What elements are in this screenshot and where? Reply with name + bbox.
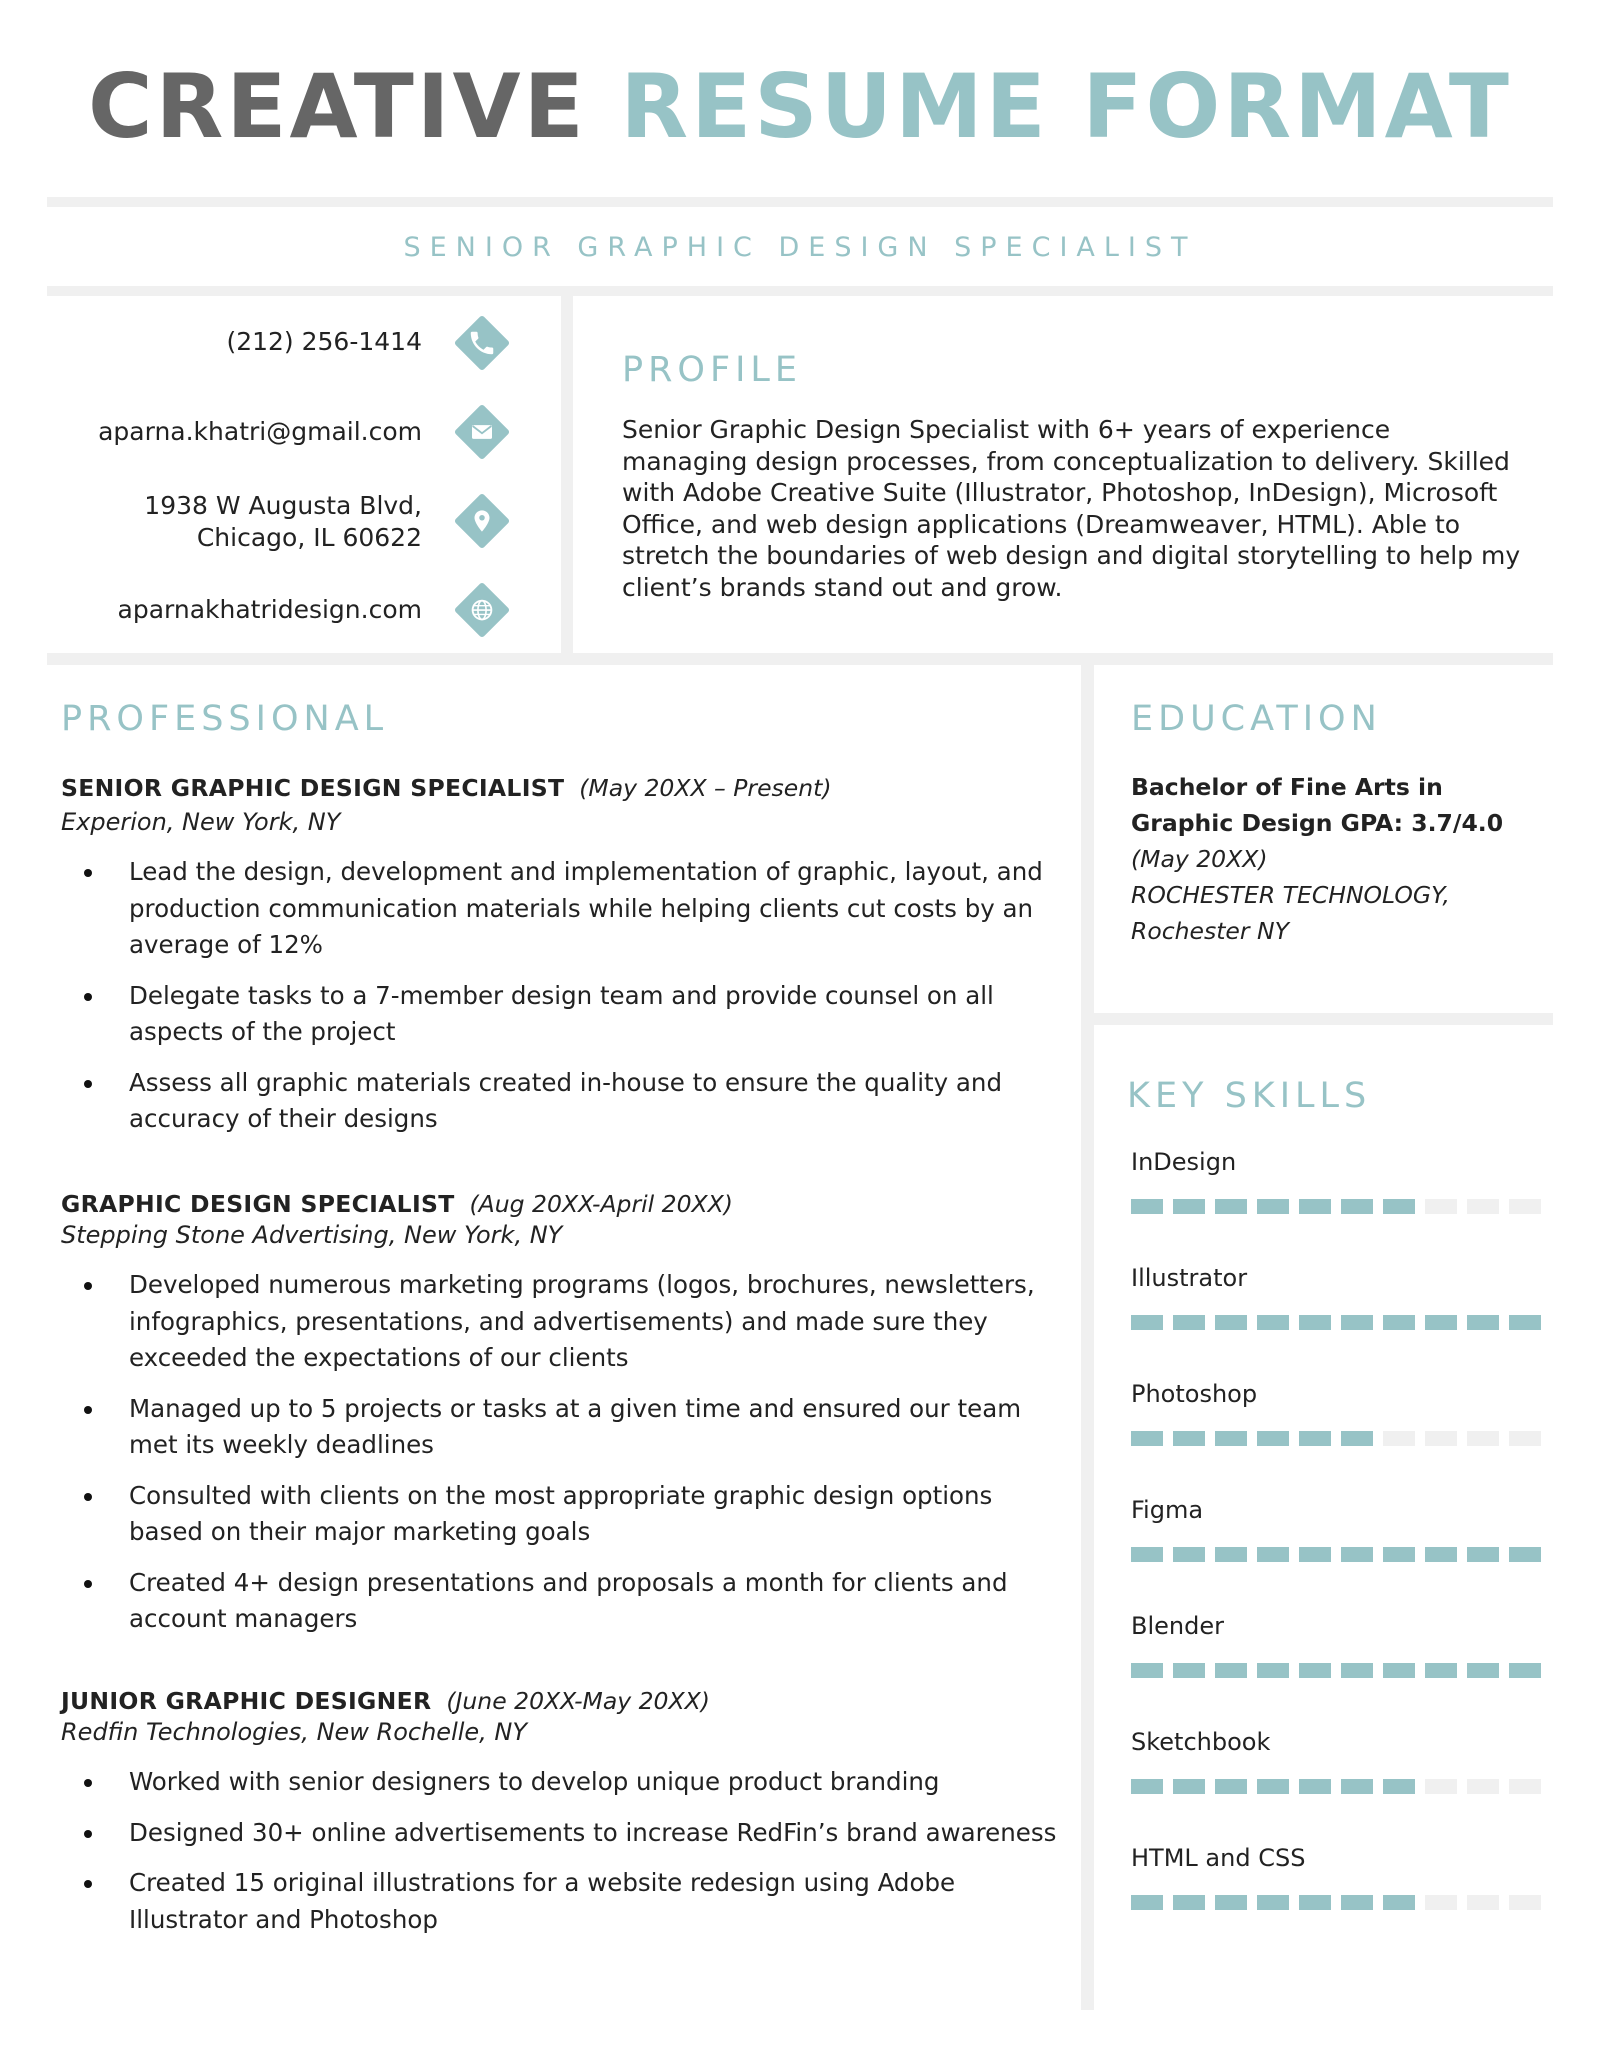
skill-segment-filled (1341, 1547, 1373, 1562)
list-item: Worked with senior designers to develop unique product branding (61, 1764, 1071, 1801)
skill-segment-empty (1509, 1779, 1541, 1794)
skill-segment-empty (1425, 1431, 1457, 1446)
skill-segment-filled (1131, 1895, 1163, 1910)
page-title (0, 52, 1600, 162)
skill-segment-filled (1257, 1431, 1289, 1446)
skill-segment-filled (1383, 1895, 1415, 1910)
title-part-2: RESUME FORMAT (620, 55, 1512, 158)
list-item: Created 15 original illustrations for a website redesign using Adobe Illustrator and Photoshop (61, 1865, 1071, 1938)
job-dates: (Aug 20XX-April 20XX) (469, 1190, 733, 1218)
job-heading (61, 1187, 1071, 1221)
skill-segment-filled (1257, 1315, 1289, 1330)
skill-row (1131, 1725, 1551, 1841)
skill-segment-empty (1509, 1895, 1541, 1910)
skill-segment-empty (1467, 1779, 1499, 1794)
divider-under-subtitle (47, 286, 1553, 296)
profile-summary: Senior Graphic Design Specialist with 6+ years of experience managing design processes, from conceptualization to delivery. Skilled with Adobe Creative Suite (Illustrator, Photoshop, InDesign), Microsoft Office, and web design applications (Dreamweaver, HTML). Able to stretch the boundaries of web design and digital storytelling to help my client’s brands stand out and grow. (622, 415, 1521, 602)
skill-row (1131, 1145, 1551, 1261)
divider-education-skills (1094, 1013, 1553, 1025)
skill-segment-filled (1257, 1895, 1289, 1910)
list-item: Developed numerous marketing programs (logos, brochures, newsletters, infographics, presentations, and advertisements) and made sure they exceeded the expectations of our clients (61, 1267, 1051, 1377)
skill-segment-filled (1299, 1431, 1331, 1446)
skill-name: InDesign (1131, 1148, 1237, 1176)
skill-segment-filled (1173, 1779, 1205, 1794)
location-pin-icon (467, 506, 497, 536)
job-title: GRAPHIC DESIGN SPECIALIST (61, 1190, 455, 1218)
education-school: ROCHESTER TECHNOLOGY, (1131, 881, 1450, 909)
contact-address-line1: 1938 W Augusta Blvd, (144, 491, 422, 520)
skill-segment-filled (1215, 1779, 1247, 1794)
job-heading (61, 771, 1071, 805)
skill-segment-filled (1341, 1431, 1373, 1446)
skill-segment-filled (1467, 1547, 1499, 1562)
skill-level-bar (1131, 1431, 1551, 1446)
job-title: SENIOR GRAPHIC DESIGN SPECIALIST (61, 774, 565, 802)
job-bullets (61, 1764, 1071, 1938)
list-item: Lead the design, development and implementation of graphic, layout, and production communication materials while helping clients cut costs by an average of 12% (61, 854, 1051, 964)
professional-heading: PROFESSIONAL (61, 699, 389, 739)
skill-level-bar (1131, 1779, 1551, 1794)
education-date: (May 20XX) (1131, 845, 1268, 873)
skill-segment-filled (1131, 1199, 1163, 1214)
job-dates: (June 20XX-May 20XX) (446, 1687, 710, 1715)
skill-segment-filled (1341, 1663, 1373, 1678)
globe-icon (467, 595, 497, 625)
contact-email[interactable]: aparna.khatri@gmail.com (98, 417, 422, 446)
job-bullets (61, 1267, 1051, 1638)
skill-segment-filled (1299, 1663, 1331, 1678)
skill-segment-filled (1215, 1199, 1247, 1214)
job-title: JUNIOR GRAPHIC DESIGNER (61, 1687, 432, 1715)
skill-segment-empty (1425, 1895, 1457, 1910)
education-degree-line2: Graphic Design GPA: 3.7/4.0 (1131, 809, 1504, 837)
skill-segment-filled (1383, 1315, 1415, 1330)
skill-segment-filled (1257, 1779, 1289, 1794)
skill-name: Photoshop (1131, 1380, 1258, 1408)
skills-heading: KEY SKILLS (1127, 1076, 1372, 1116)
skill-segment-filled (1215, 1895, 1247, 1910)
skill-row (1131, 1493, 1551, 1609)
divider-contact-profile (561, 296, 573, 653)
job-entry (61, 1684, 1071, 1749)
skill-segment-filled (1173, 1663, 1205, 1678)
skill-level-bar (1131, 1663, 1551, 1678)
skill-segment-empty (1467, 1895, 1499, 1910)
list-item: Designed 30+ online advertisements to increase RedFin’s brand awareness (61, 1815, 1071, 1852)
list-item: Consulted with clients on the most appropriate graphic design options based on their major marketing goals (61, 1478, 1051, 1551)
education-entry (1131, 769, 1551, 949)
skill-level-bar (1131, 1315, 1551, 1330)
skill-segment-empty (1509, 1431, 1541, 1446)
phone-icon (467, 328, 497, 358)
skill-segment-filled (1257, 1547, 1289, 1562)
skill-segment-filled (1299, 1315, 1331, 1330)
skill-segment-filled (1509, 1315, 1541, 1330)
skill-segment-filled (1299, 1895, 1331, 1910)
skill-segment-filled (1299, 1779, 1331, 1794)
divider-main-columns (1081, 665, 1094, 2010)
skill-row (1131, 1261, 1551, 1377)
skills-list (1131, 1145, 1551, 1957)
education-heading: EDUCATION (1131, 699, 1382, 739)
skill-segment-filled (1131, 1663, 1163, 1678)
skill-segment-filled (1215, 1431, 1247, 1446)
skill-segment-filled (1467, 1663, 1499, 1678)
contact-address-line2: Chicago, IL 60622 (196, 523, 422, 552)
list-item: Managed up to 5 projects or tasks at a given time and ensured our team met its weekly deadlines (61, 1391, 1051, 1464)
job-company: Stepping Stone Advertising, New York, NY (61, 1221, 563, 1249)
job-company: Experion, New York, NY (61, 808, 341, 836)
skill-segment-filled (1215, 1315, 1247, 1330)
skill-segment-filled (1341, 1199, 1373, 1214)
skill-level-bar (1131, 1895, 1551, 1910)
education-degree-line1: Bachelor of Fine Arts in (1131, 773, 1443, 801)
skill-segment-filled (1383, 1547, 1415, 1562)
job-entry (61, 1187, 1071, 1252)
profile-heading: PROFILE (622, 350, 803, 390)
skill-segment-filled (1383, 1199, 1415, 1214)
skill-level-bar (1131, 1199, 1551, 1214)
job-entry (61, 771, 1071, 839)
skill-segment-empty (1467, 1431, 1499, 1446)
skill-segment-filled (1131, 1779, 1163, 1794)
skill-row (1131, 1377, 1551, 1493)
list-item: Created 4+ design presentations and proposals a month for clients and account managers (61, 1565, 1051, 1638)
skill-segment-filled (1131, 1315, 1163, 1330)
skill-name: Blender (1131, 1612, 1224, 1640)
job-subtitle: SENIOR GRAPHIC DESIGN SPECIALIST (403, 232, 1197, 263)
skill-segment-filled (1299, 1199, 1331, 1214)
skill-segment-filled (1425, 1315, 1457, 1330)
job-bullets (61, 854, 1051, 1138)
skill-name: Sketchbook (1131, 1728, 1271, 1756)
skill-level-bar (1131, 1547, 1551, 1562)
skill-name: Figma (1131, 1496, 1204, 1524)
skill-segment-filled (1173, 1895, 1205, 1910)
skill-segment-filled (1173, 1431, 1205, 1446)
skill-name: Illustrator (1131, 1264, 1248, 1292)
skill-segment-filled (1341, 1779, 1373, 1794)
skill-segment-filled (1131, 1431, 1163, 1446)
skill-row (1131, 1609, 1551, 1725)
skill-segment-filled (1215, 1547, 1247, 1562)
contact-phone[interactable]: (212) 256-1414 (226, 327, 422, 356)
list-item: Delegate tasks to a 7-member design team and provide counsel on all aspects of the project (61, 978, 1051, 1051)
divider-top (47, 197, 1553, 207)
skill-segment-filled (1173, 1547, 1205, 1562)
skill-segment-filled (1299, 1547, 1331, 1562)
skill-segment-filled (1257, 1199, 1289, 1214)
divider-below-profile (47, 653, 1553, 665)
skill-segment-filled (1341, 1315, 1373, 1330)
education-location: Rochester NY (1131, 917, 1289, 945)
skill-name: HTML and CSS (1131, 1844, 1306, 1872)
skill-segment-empty (1467, 1199, 1499, 1214)
skill-segment-filled (1467, 1315, 1499, 1330)
skill-segment-empty (1425, 1779, 1457, 1794)
job-dates: (May 20XX – Present) (579, 774, 832, 802)
skill-segment-filled (1173, 1315, 1205, 1330)
skill-segment-empty (1509, 1199, 1541, 1214)
envelope-icon (467, 417, 497, 447)
skill-segment-empty (1383, 1431, 1415, 1446)
contact-website[interactable]: aparnakhatridesign.com (117, 595, 422, 624)
skill-segment-filled (1383, 1663, 1415, 1678)
skill-segment-filled (1425, 1663, 1457, 1678)
list-item: Assess all graphic materials created in-house to ensure the quality and accuracy of their designs (61, 1065, 1051, 1138)
skill-segment-filled (1425, 1547, 1457, 1562)
job-heading (61, 1684, 1071, 1718)
skill-segment-filled (1173, 1199, 1205, 1214)
skill-segment-filled (1215, 1663, 1247, 1678)
skill-segment-filled (1341, 1895, 1373, 1910)
job-company: Redfin Technologies, New Rochelle, NY (61, 1718, 528, 1746)
skill-segment-filled (1509, 1663, 1541, 1678)
skill-row (1131, 1841, 1551, 1957)
title-part-1: CREATIVE (88, 55, 587, 158)
skill-segment-filled (1509, 1547, 1541, 1562)
skill-segment-filled (1131, 1547, 1163, 1562)
skill-segment-filled (1257, 1663, 1289, 1678)
skill-segment-empty (1425, 1199, 1457, 1214)
skill-segment-filled (1383, 1779, 1415, 1794)
